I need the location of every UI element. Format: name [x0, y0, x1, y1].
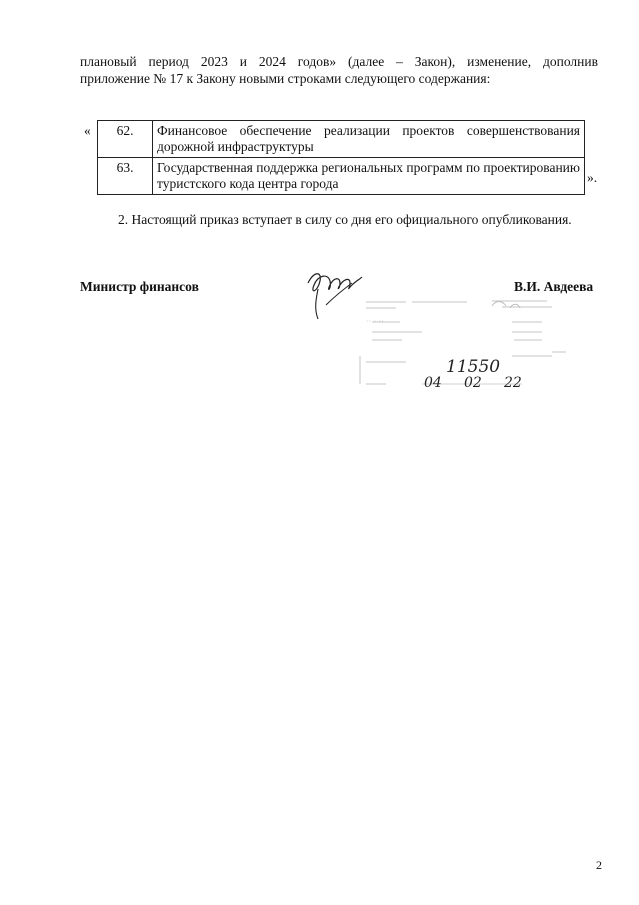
row-number: 63.: [98, 158, 153, 195]
intro-line-2: приложение № 17 к Закону новыми строками следующего содержания:: [80, 71, 491, 86]
stamp-month: 02: [464, 375, 482, 391]
row-text: Финансовое обеспечение реализации проектов совершенствования дорожной инфраструктуры: [153, 121, 585, 158]
stamp-handwriting: [352, 292, 572, 402]
stamp-year: 22: [504, 375, 522, 391]
intro-line-1: плановый период 2023 и 2024 годов» (далее – Закон), изменение, дополнив: [80, 54, 598, 69]
svg-text:·· · ··: ·· · ··: [366, 317, 384, 326]
row-number: 62.: [98, 121, 153, 158]
effective-date-paragraph: 2. Настоящий приказ вступает в силу со дня его официального опубликования.: [118, 212, 572, 227]
stamp-day: 04: [424, 375, 442, 391]
closing-quote: ».: [587, 170, 598, 185]
amendment-table: [97, 120, 585, 195]
intro-paragraph: [80, 53, 598, 87]
row-text: Государственная поддержка региональных программ по проектированию туристского кода центра города: [153, 158, 585, 195]
table-row: [98, 158, 585, 195]
signatory-name: В.И. Авдеева: [514, 279, 594, 294]
stamp-registration-number: 11550: [446, 357, 501, 377]
page-number: 2: [596, 858, 602, 872]
signatory-title: Министр финансов: [80, 279, 199, 294]
opening-quote: «: [84, 123, 91, 138]
table-row: [98, 121, 585, 158]
